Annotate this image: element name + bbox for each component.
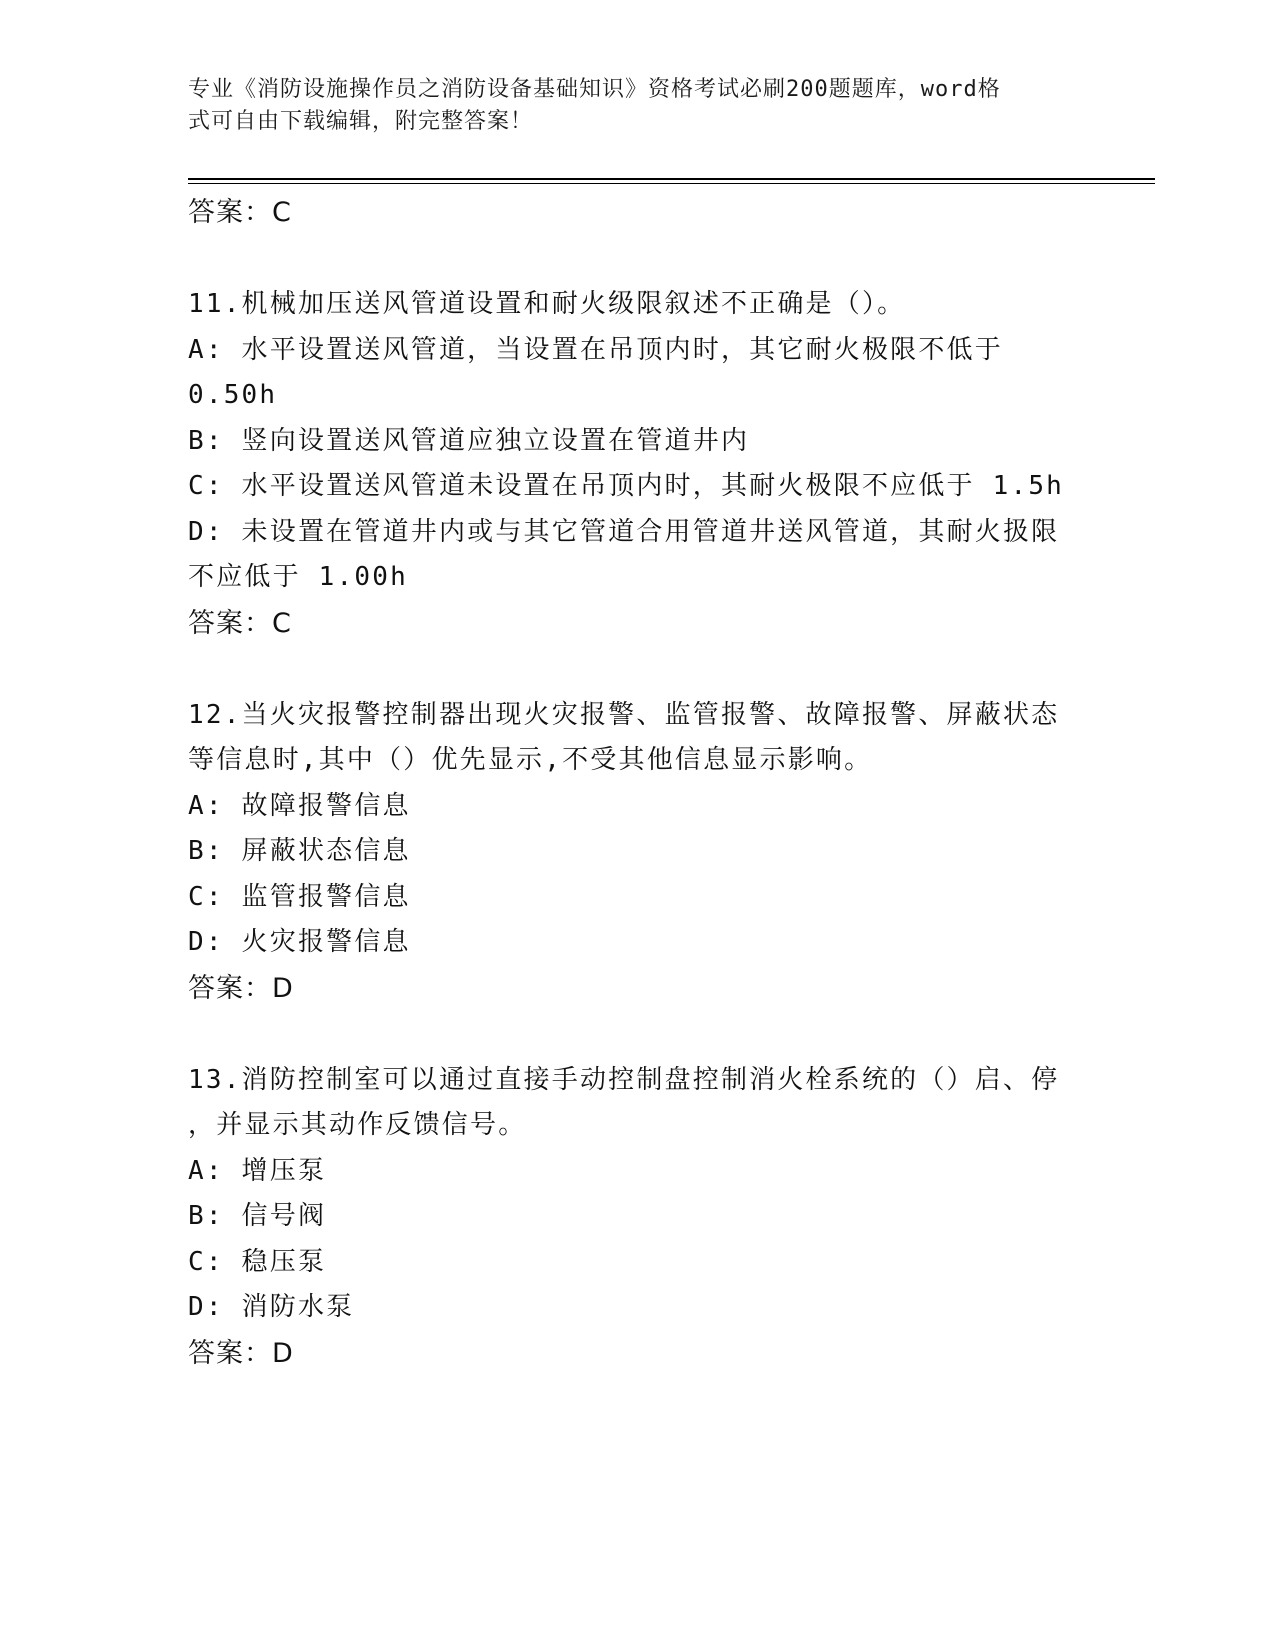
option-c: C: 监管报警信息 [188, 881, 411, 912]
answer-line: 答案：C [188, 607, 292, 639]
spacer [188, 235, 1088, 282]
question-content [188, 190, 1088, 1376]
option-d: 不应低于 1.00h [188, 562, 408, 592]
option-b: B: 信号阀 [188, 1201, 327, 1231]
question-block [188, 693, 1088, 1011]
option-c: C: 稳压泵 [188, 1246, 327, 1277]
question-stem: ，并显示其动作反馈信号。 [188, 1110, 527, 1140]
option-d: D: 消防水泵 [188, 1292, 355, 1322]
question-stem: 等信息时,其中（）优先显示,不受其他信息显示影响。 [188, 745, 873, 775]
spacer [188, 646, 1088, 693]
spacer [188, 1011, 1088, 1058]
option-d: D: 火灾报警信息 [188, 927, 411, 957]
answer-line: 答案：D [188, 1337, 294, 1369]
question-stem: 12.当火灾报警控制器出现火灾报警、监管报警、故障报警、屏蔽状态 [188, 699, 1060, 730]
document-header [188, 74, 1068, 138]
answer-line: 答案：C [188, 197, 292, 228]
header-divider [188, 178, 1155, 180]
option-b: B: 屏蔽状态信息 [188, 836, 411, 866]
answer-line: 答案：D [188, 972, 294, 1004]
question-stem: 13.消防控制室可以通过直接手动控制盘控制消火栓系统的（）启、停 [188, 1064, 1060, 1095]
header-divider [188, 183, 1155, 184]
question-block [188, 282, 1088, 646]
header-line: 专业《消防设施操作员之消防设备基础知识》资格考试必刷200题题库，word格 [188, 77, 1001, 102]
option-c: C: 水平设置送风管道未设置在吊顶内时，其耐火极限不应低于 1.5h [188, 471, 1065, 501]
option-a: A: 增压泵 [188, 1155, 327, 1186]
question-block [188, 1058, 1088, 1376]
header-line: 式可自由下载编辑，附完整答案！ [188, 109, 534, 134]
option-a: 0.50h [188, 380, 278, 410]
option-d: D: 未设置在管道井内或与其它管道合用管道井送风管道，其耐火扱限 [188, 516, 1060, 547]
option-a: A: 故障报警信息 [188, 790, 411, 821]
option-b: B: 竖向设置送风管道应独立设置在管道井内 [188, 425, 750, 456]
option-a: A: 水平设置送风管道，当设置在吊顶内时，其它耐火极限不低于 [188, 334, 1003, 365]
question-stem: 11.机械加压送风管道设置和耐火级限叙述不正确是（）。 [188, 289, 906, 319]
